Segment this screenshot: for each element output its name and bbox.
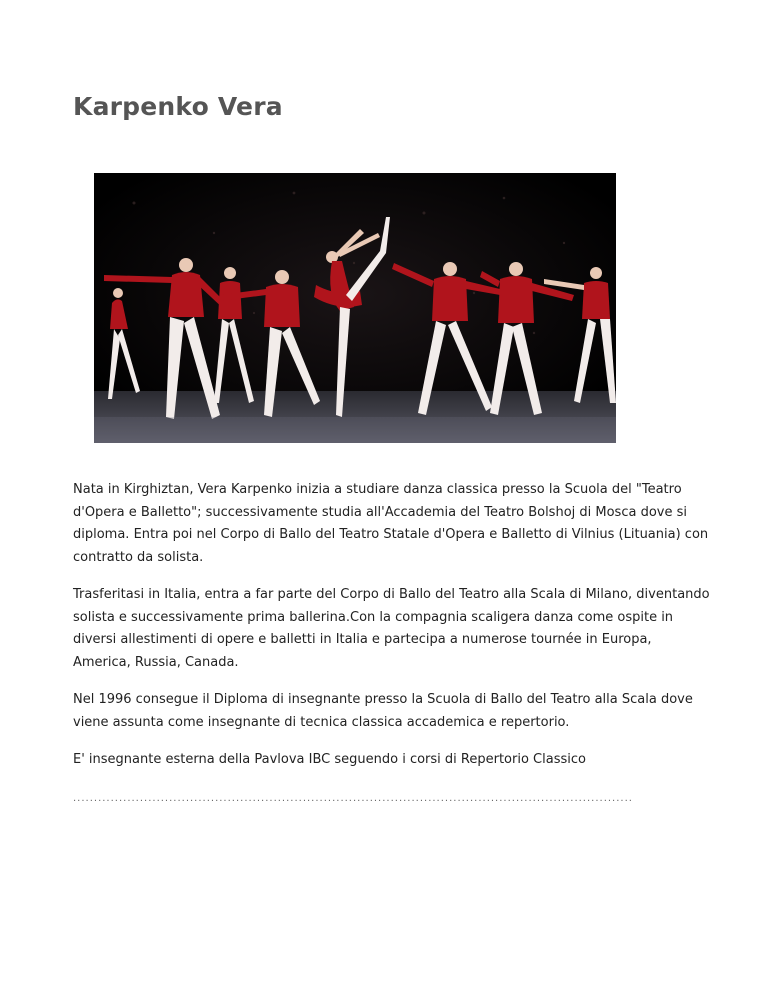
dotted-separator: ......................................................................................................................................	[73, 793, 633, 804]
bio-paragraph: Nel 1996 consegue il Diploma di insegnante presso la Scuola di Ballo del Teatro alla Scala dove viene assunta come insegnante di tecnica classica accademica e repertorio.	[73, 692, 693, 730]
bio-paragraph: E' insegnante esterna della Pavlova IBC seguendo i corsi di Repertorio Classico	[73, 752, 586, 767]
page-title: Karpenko Vera	[73, 92, 283, 121]
bio-paragraph: Trasferitasi in Italia, entra a far parte del Corpo di Ballo del Teatro alla Scala di Milano, diventando solista e successivamente prima ballerina.Con la compagnia scaligera danza come ospite in diversi allestimenti di opere e balletti in Italia e partecipa a numerose tournée in Europa, America, Russia, Canada.	[73, 587, 710, 670]
bio-paragraph: Nata in Kirghiztan, Vera Karpenko inizia a studiare danza classica presso la Scuola del "Teatro d'Opera e Balletto"; successivamente studia all'Accademia del Teatro Bolshoj di Mosca dove si diploma. Entra poi nel Corpo di Ballo del Teatro Statale d'Opera e Balletto di Vilnius (Lituania) con contratto da solista.	[73, 482, 709, 565]
biography	[73, 479, 713, 787]
ballet-photo	[94, 173, 616, 443]
ballet-dancers-image	[94, 173, 616, 443]
